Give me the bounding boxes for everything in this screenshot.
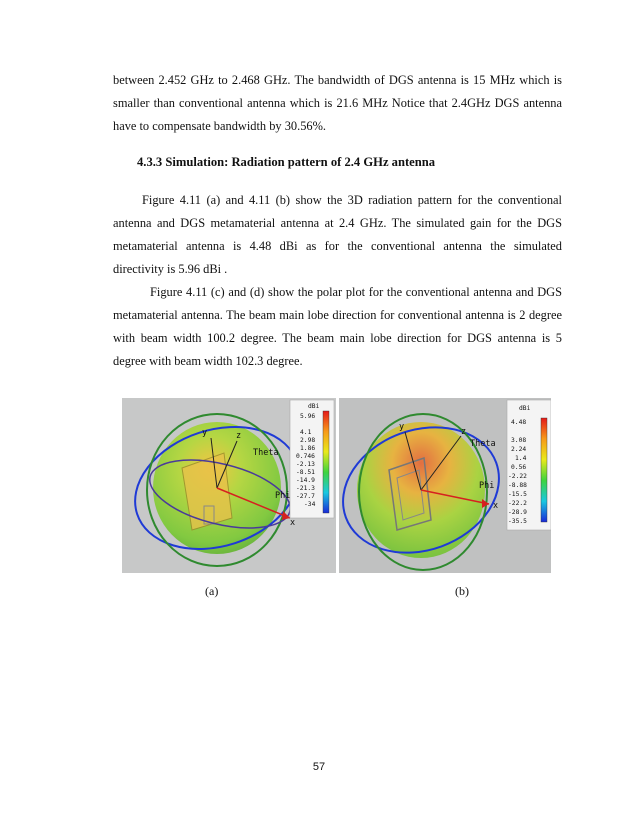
text-line: between 2.452 GHz to 2.468 GHz. The bandwidth of DGS antenna is 15 MHz which is bbox=[113, 73, 562, 87]
text-line: Figure 4.11 (c) and (d) show the polar plot for the conventional antenna and DGS bbox=[150, 285, 562, 299]
text-line: smaller than conventional antenna which is 21.6 MHz Notice that 2.4GHz DGS antenna bbox=[113, 96, 562, 110]
axis-label-y: y bbox=[202, 428, 208, 438]
text-line: metamaterial antenna. The beam main lobe direction for conventional antenna is 2 degree bbox=[113, 308, 562, 322]
axis-label-x: x bbox=[493, 501, 499, 511]
color-legend bbox=[507, 400, 551, 530]
color-legend bbox=[290, 400, 334, 518]
text-line: antenna and DGS metamaterial antenna at 2.4 GHz. The simulated gain for the DGS bbox=[113, 216, 562, 230]
section-heading: 4.3.3 Simulation: Radiation pattern of 2.4 GHz antenna bbox=[137, 155, 436, 169]
legend-value: 2.24 bbox=[511, 446, 527, 453]
legend-value: -8.88 bbox=[508, 482, 527, 489]
paragraph-radiation bbox=[113, 189, 562, 373]
figure-caption-a: (a) bbox=[205, 584, 219, 598]
legend-value: -14.9 bbox=[296, 477, 315, 484]
legend-unit: dBi bbox=[308, 403, 320, 410]
legend-value: 4.1 bbox=[300, 429, 312, 436]
legend-value: 1.86 bbox=[300, 445, 316, 452]
paragraph-bandwidth bbox=[113, 69, 562, 138]
figure-caption-b: (b) bbox=[455, 584, 469, 598]
legend-value: -22.2 bbox=[508, 500, 527, 507]
legend-value: 1.4 bbox=[515, 455, 527, 462]
legend-value: 4.48 bbox=[511, 419, 527, 426]
axis-label-x: x bbox=[290, 518, 296, 528]
legend-value: 2.98 bbox=[300, 437, 316, 444]
axis-label-theta: Theta bbox=[253, 448, 279, 458]
legend-value: 5.96 bbox=[300, 413, 316, 420]
text-line: degree with beam width 102.3 degree. bbox=[113, 354, 303, 368]
axis-label-y: y bbox=[399, 422, 405, 432]
legend-value: 3.08 bbox=[511, 437, 527, 444]
text-line: with beam width 100.2 degree. The beam main lobe direction for DGS antenna is 5 bbox=[113, 331, 562, 345]
legend-value: -35.5 bbox=[508, 518, 527, 525]
legend-unit: dBi bbox=[519, 405, 531, 412]
axis-label-phi: Phi bbox=[275, 491, 291, 501]
legend-value: -8.51 bbox=[296, 469, 315, 476]
legend-value: -21.3 bbox=[296, 485, 315, 492]
figure-3d-pattern-conventional bbox=[122, 398, 336, 573]
legend-value: -2.22 bbox=[508, 473, 527, 480]
legend-value: -34 bbox=[304, 501, 316, 508]
legend-value: -2.13 bbox=[296, 461, 315, 468]
axis-label-phi: Phi bbox=[479, 481, 495, 491]
text-line: metamaterial antenna is 4.48 dBi as for the conventional antenna the simulated bbox=[113, 239, 562, 253]
figure-3d-pattern-dgs bbox=[339, 398, 551, 573]
legend-value: -27.7 bbox=[296, 493, 315, 500]
legend-value: 0.56 bbox=[511, 464, 527, 471]
text-line: have to compensate bandwidth by 30.56%. bbox=[113, 119, 327, 133]
axis-label-z: z bbox=[461, 427, 467, 437]
text-line: directivity is 5.96 dBi . bbox=[113, 262, 228, 276]
text-line: Figure 4.11 (a) and 4.11 (b) show the 3D radiation pattern for the conventional bbox=[142, 193, 562, 207]
axis-label-z: z bbox=[236, 431, 242, 441]
axis-label-theta: Theta bbox=[470, 439, 496, 449]
legend-value: -28.9 bbox=[508, 509, 527, 516]
legend-value: 0.746 bbox=[296, 453, 315, 460]
page-number: 57 bbox=[312, 761, 326, 773]
legend-value: -15.5 bbox=[508, 491, 527, 498]
